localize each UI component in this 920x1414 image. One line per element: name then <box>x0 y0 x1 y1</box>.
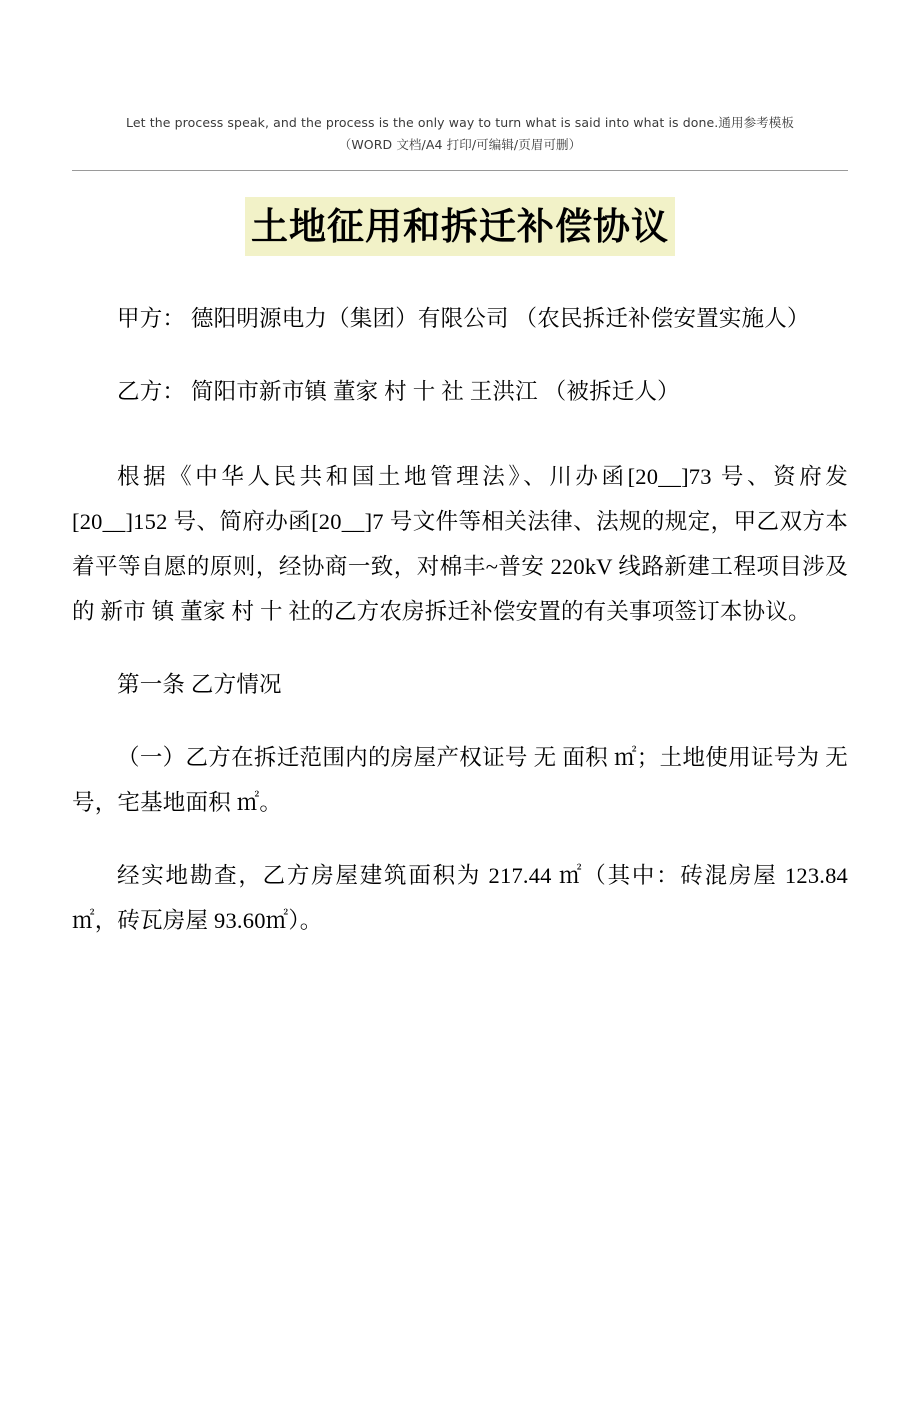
party-a-paragraph: 甲方： 德阳明源电力（集团）有限公司 （农民拆迁补偿安置实施人） <box>117 306 810 332</box>
article-1-item-1: （一）乙方在拆迁范围内的房屋产权证号 无 面积 ㎡；土地使用证号为 无 号，宅基地面积 ㎡。 <box>72 745 848 816</box>
paragraph-spacer <box>72 420 848 454</box>
header-note-line2: （WORD 文档/A4 打印/可编辑/页眉可删） <box>338 136 582 152</box>
preamble-paragraph: 根据《中华人民共和国土地管理法》、川办函[20__]73 号、资府发[20__]152 号、简府办函[20__]7 号文件等相关法律、法规的规定，甲乙双方本着平等自愿的原则，经协商一致，对棉丰~普安 220kV 线路新建工程项目涉及的 新市 镇 董家 村 十 社的乙方农房拆迁补偿安置的有关事项签订本协议。 <box>72 464 848 625</box>
document-body <box>72 296 848 943</box>
header-note-line1: Let the process speak, and the process is the only way to turn what is said into what is done.通用参考模板 <box>126 115 794 130</box>
header-note <box>72 112 848 156</box>
article-1-heading: 第一条 乙方情况 <box>117 672 282 698</box>
page-title-container <box>72 197 848 257</box>
page-title: 土地征用和拆迁补偿协议 <box>245 197 675 257</box>
party-b-paragraph: 乙方： 简阳市新市镇 董家 村 十 社 王洪江 （被拆迁人） <box>117 379 680 405</box>
article-1-item-2: 经实地勘查，乙方房屋建筑面积为 217.44 ㎡（其中：砖混房屋 123.84 ㎡，砖瓦房屋 93.60㎡）。 <box>72 863 848 934</box>
header-divider <box>72 170 848 171</box>
document-page <box>0 112 920 1414</box>
